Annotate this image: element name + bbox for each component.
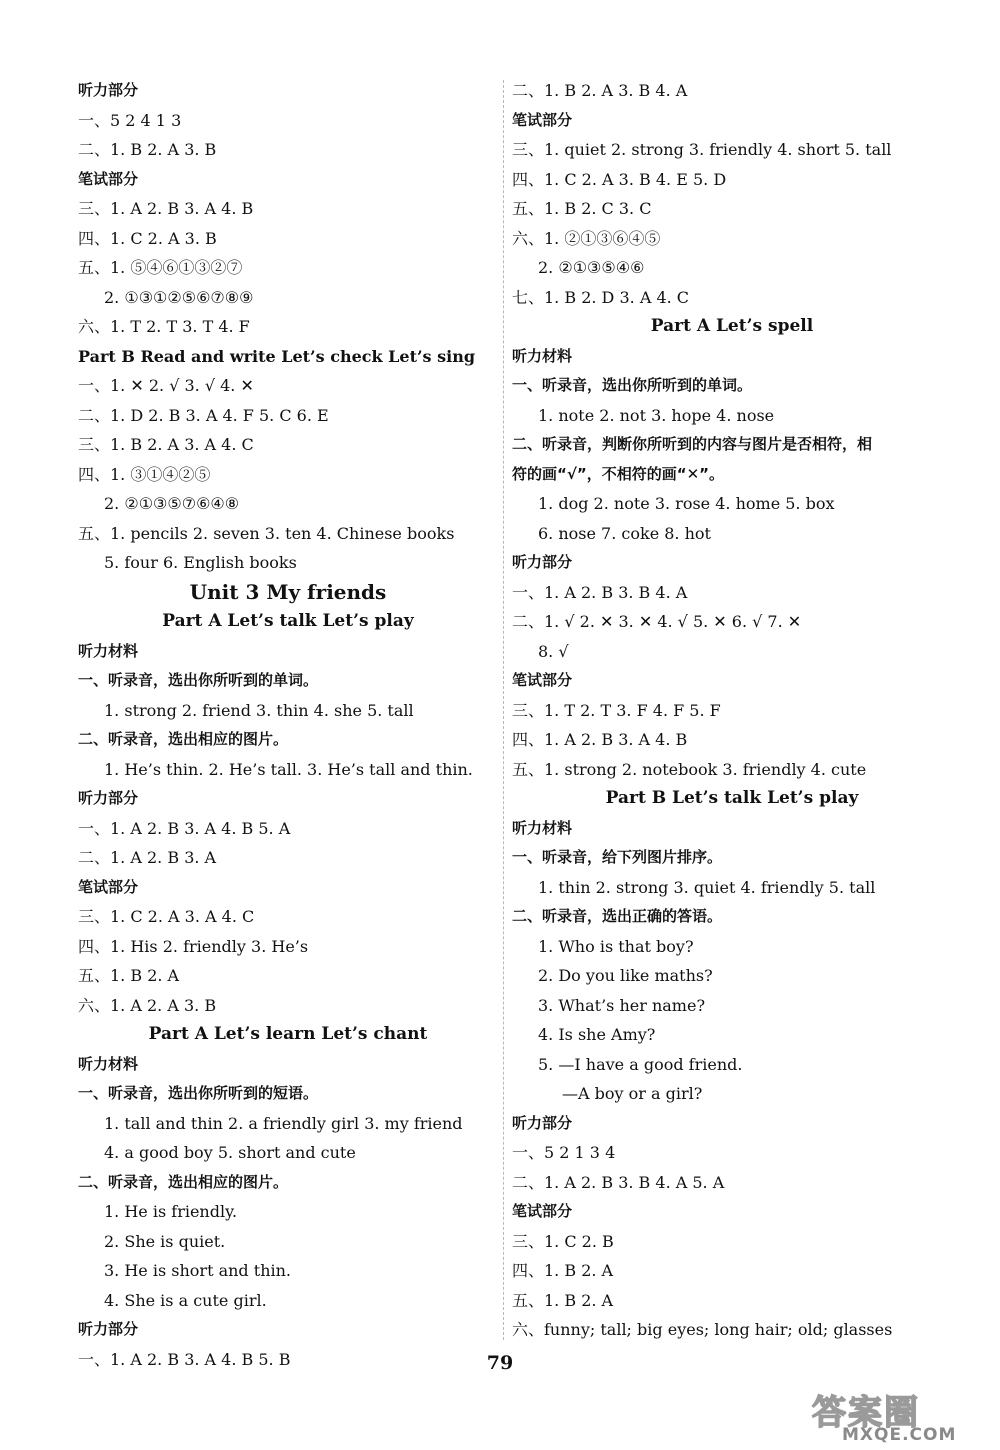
- answer-line: 6. nose 7. coke 8. hot: [538, 523, 711, 543]
- answer-line: 3. What’s her name?: [538, 995, 706, 1015]
- part-heading: Part A Let’s spell: [650, 316, 814, 336]
- part-heading: Unit 3 My friends: [189, 579, 387, 604]
- answer-line: 一、5 2 1 3 4: [512, 1143, 616, 1162]
- answer-line: 三、1. B 2. A 3. A 4. C: [78, 435, 254, 454]
- answer-line: 四、1. C 2. A 3. B: [78, 228, 217, 248]
- answer-line: 1. Who is that boy?: [538, 936, 694, 956]
- section-heading: 听力材料: [78, 641, 139, 660]
- answer-line: 六、1. ②①③⑥④⑤: [512, 228, 661, 248]
- answer-line: 四、1. ③①④②⑤: [78, 464, 211, 484]
- answer-line: 1. He is friendly.: [104, 1202, 238, 1221]
- part-heading: Part B Read and write Let’s check Let’s sing: [78, 346, 476, 366]
- answer-line: 五、1. pencils 2. seven 3. ten 4. Chinese books: [78, 523, 455, 543]
- section-heading: 听力部分: [78, 789, 139, 807]
- section-heading: 二、听录音，选出相应的图片。: [78, 1172, 289, 1191]
- section-heading: 听力部分: [512, 553, 573, 571]
- section-heading: 笔试部分: [512, 110, 573, 129]
- section-heading: 听力部分: [78, 1320, 139, 1338]
- answer-line: 一、1. ✕ 2. √ 3. √ 4. ✕: [78, 376, 254, 395]
- answer-line: 五、1. B 2. C 3. C: [512, 199, 652, 218]
- answer-line: 2. ①③①②⑤⑥⑦⑧⑨: [104, 287, 254, 307]
- answer-line: 五、1. B 2. A: [512, 1290, 614, 1310]
- answer-line: 二、1. √ 2. ✕ 3. ✕ 4. √ 5. ✕ 6. √ 7. ✕: [512, 612, 802, 631]
- answer-line: 二、1. A 2. B 3. B 4. A 5. A: [512, 1172, 725, 1192]
- section-heading: 笔试部分: [78, 169, 139, 188]
- answer-line: 2. She is quiet.: [104, 1231, 226, 1251]
- answer-line: 六、1. T 2. T 3. T 4. F: [78, 317, 250, 336]
- answer-line: 1. dog 2. note 3. rose 4. home 5. box: [538, 494, 835, 513]
- part-heading: Part A Let’s learn Let’s chant: [148, 1024, 428, 1044]
- answer-line: 1. thin 2. strong 3. quiet 4. friendly 5. tall: [538, 877, 876, 897]
- answer-line: 5. four 6. English books: [104, 553, 297, 572]
- section-heading: 一、听录音，选出你所听到的单词。: [78, 671, 319, 689]
- section-heading: 听力材料: [512, 818, 573, 837]
- answer-line: 二、1. A 2. B 3. A: [78, 848, 217, 867]
- section-heading: 笔试部分: [512, 671, 573, 689]
- watermark-logo: [802, 1385, 992, 1447]
- answer-line: 五、1. B 2. A: [78, 966, 180, 985]
- section-heading: 听力部分: [512, 1113, 573, 1132]
- answer-line: 一、1. A 2. B 3. B 4. A: [512, 582, 688, 602]
- part-heading: Part B Let’s talk Let’s play: [605, 788, 859, 808]
- answer-line: 四、1. A 2. B 3. A 4. B: [512, 730, 688, 749]
- answer-line: 一、5 2 4 1 3: [78, 110, 182, 130]
- answer-line: 三、1. T 2. T 3. F 4. F 5. F: [512, 700, 721, 720]
- watermark-url: MXQE.COM: [842, 1425, 957, 1445]
- answer-line: 五、1. strong 2. notebook 3. friendly 4. cute: [512, 759, 867, 779]
- answer-line: 一、1. A 2. B 3. A 4. B 5. A: [78, 818, 291, 838]
- answer-line: 二、1. B 2. A 3. B 4. A: [512, 81, 688, 100]
- answer-line: 一、1. A 2. B 3. A 4. B 5. B: [78, 1349, 291, 1369]
- answer-line: 1. strong 2. friend 3. thin 4. she 5. tall: [104, 700, 414, 720]
- answer-line: 4. She is a cute girl.: [104, 1290, 267, 1310]
- answer-line: 4. a good boy 5. short and cute: [104, 1143, 356, 1162]
- answer-line: 四、1. C 2. A 3. B 4. E 5. D: [512, 169, 727, 189]
- answer-line: 六、funny; tall; big eyes; long hair; old; glasses: [512, 1320, 893, 1339]
- right-column: [512, 76, 952, 1345]
- answer-line: 4. Is she Amy?: [538, 1025, 656, 1044]
- watermark-glyphs: 答案圈: [812, 1393, 920, 1433]
- answer-line: 三、1. A 2. B 3. A 4. B: [78, 199, 254, 218]
- section-heading: 二、听录音，选出相应的图片。: [78, 730, 289, 748]
- answer-line: 5. —I have a good friend.: [538, 1054, 743, 1074]
- answer-line: 2. Do you like maths?: [538, 966, 713, 985]
- section-heading: 一、听录音，给下列图片排序。: [512, 848, 723, 866]
- answer-line: 五、1. ⑤④⑥①③②⑦: [78, 258, 243, 277]
- answer-line: —A boy or a girl?: [562, 1084, 703, 1103]
- answer-line: 六、1. A 2. A 3. B: [78, 995, 217, 1015]
- page-number: 79: [486, 1352, 514, 1374]
- answer-line: 三、1. C 2. A 3. A 4. C: [78, 907, 255, 926]
- answer-line: 8. √: [538, 641, 569, 661]
- section-heading: 一、听录音，选出你所听到的单词。: [512, 376, 753, 394]
- section-heading: 符的画“√”，不相符的画“✕”。: [512, 464, 725, 483]
- section-heading: 笔试部分: [512, 1202, 573, 1220]
- section-heading: 听力材料: [512, 346, 573, 365]
- section-heading: 二、听录音，判断你所听到的内容与图片是否相符，相: [512, 435, 873, 453]
- answer-line: 三、1. quiet 2. strong 3. friendly 4. short 5. tall: [512, 140, 892, 159]
- answer-line: 1. note 2. not 3. hope 4. nose: [538, 405, 775, 425]
- answer-line: 三、1. C 2. B: [512, 1231, 614, 1251]
- section-heading: 二、听录音，选出正确的答语。: [512, 907, 723, 925]
- answer-line: 四、1. B 2. A: [512, 1261, 614, 1280]
- answer-line: 四、1. His 2. friendly 3. He’s: [78, 936, 309, 956]
- left-column: [78, 76, 498, 1374]
- answer-line: 1. tall and thin 2. a friendly girl 3. my friend: [104, 1113, 463, 1133]
- section-heading: 听力部分: [78, 81, 139, 99]
- answer-line: 七、1. B 2. D 3. A 4. C: [512, 287, 690, 307]
- part-heading: Part A Let’s talk Let’s play: [162, 611, 414, 631]
- section-heading: 听力材料: [78, 1054, 139, 1073]
- column-divider: [503, 80, 504, 1340]
- answer-line: 二、1. B 2. A 3. B: [78, 140, 217, 159]
- answer-line: 2. ②①③⑤⑦⑥④⑧: [104, 494, 240, 513]
- answer-line: 1. He’s thin. 2. He’s tall. 3. He’s tall and thin.: [104, 759, 473, 779]
- section-heading: 一、听录音，选出你所听到的短语。: [78, 1084, 319, 1102]
- answer-line: 3. He is short and thin.: [104, 1261, 291, 1280]
- section-heading: 笔试部分: [78, 877, 139, 896]
- answer-line: 2. ②①③⑤④⑥: [538, 258, 645, 277]
- answer-line: 二、1. D 2. B 3. A 4. F 5. C 6. E: [78, 405, 329, 425]
